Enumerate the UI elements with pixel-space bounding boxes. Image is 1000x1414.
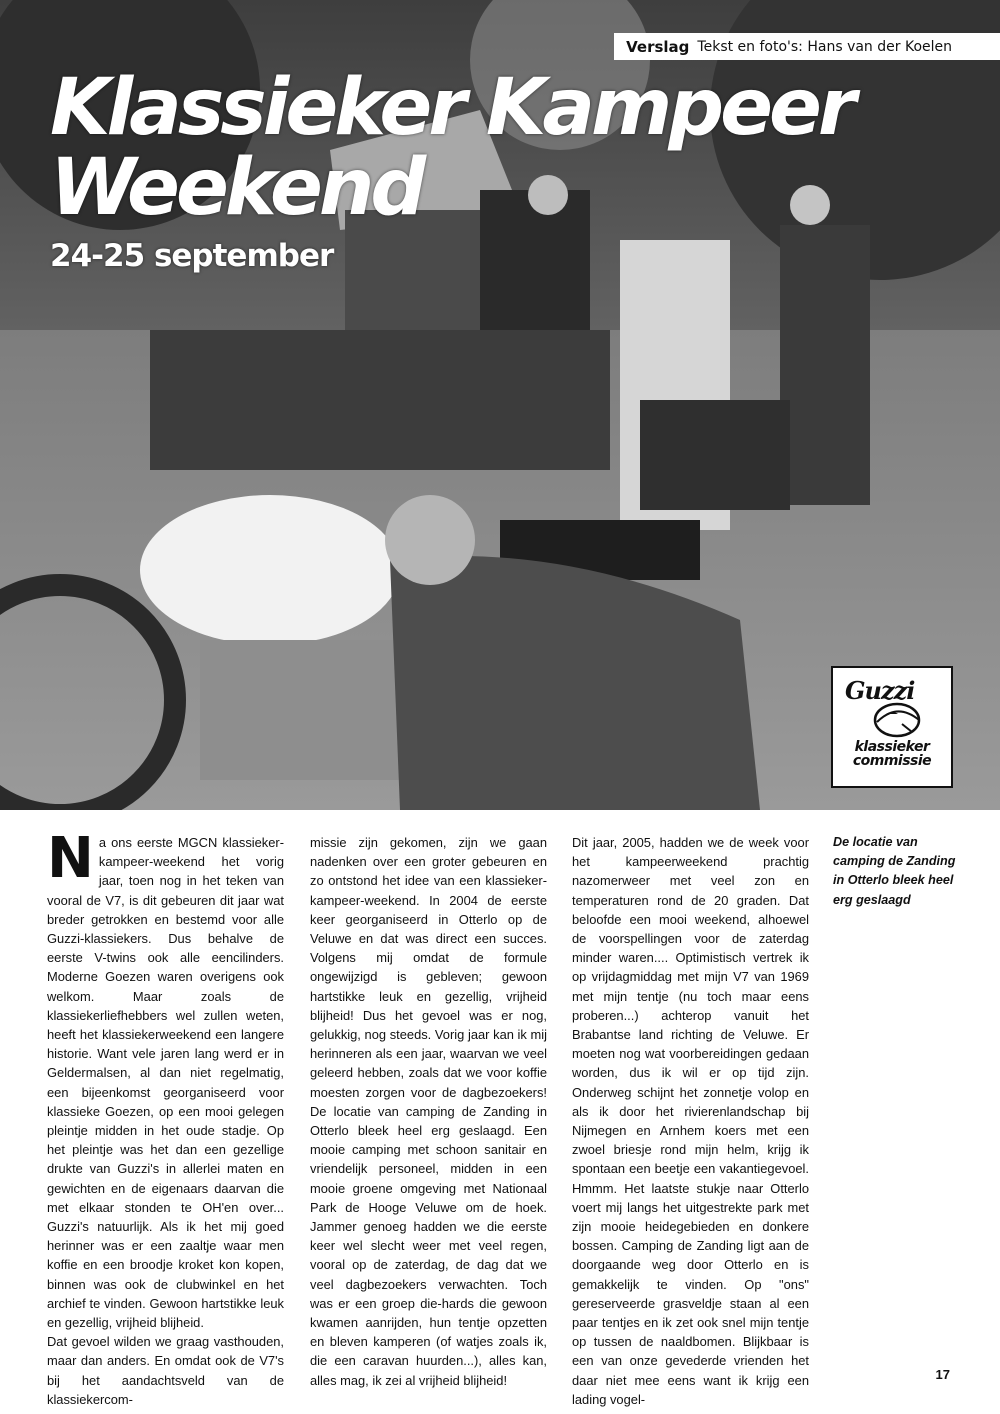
paragraph-2: Dat gevoel wilden we graag vasthouden, maar dan anders. En omdat ook de V7's bij het aandachtsveld van de klassiekercom- bbox=[47, 1334, 284, 1407]
crouching-man-head bbox=[385, 495, 475, 585]
logo-line-2: commissie bbox=[852, 753, 932, 769]
title-line-1: Klassieker Kampeer bbox=[50, 63, 853, 153]
white-fuel-tank bbox=[140, 495, 400, 645]
guzzi-klassieker-logo bbox=[831, 666, 953, 788]
section-header bbox=[614, 33, 1000, 60]
logo-line-1: klassieker bbox=[854, 739, 930, 755]
article-column-1 bbox=[47, 826, 284, 1409]
man-striped-shirt bbox=[780, 225, 870, 505]
article-column-2 bbox=[310, 833, 547, 1390]
photo-caption: De locatie van camping de Zanding in Otterlo bleek heel erg geslaagd bbox=[833, 835, 956, 907]
page-number: 17 bbox=[935, 1367, 950, 1382]
author-credit: Tekst en foto's: Hans van der Koelen bbox=[697, 38, 952, 55]
paragraph-1-text: a ons eerste MGCN klassieker-kampeer-weekend het vorig jaar, toen nog in het teken van vooral de V7, is dit gebeuren dit jaar wat breder getrokken en bestemd voor alle Guzzi-klassiekers. Dus behalve de eerste V-twins ook alle eencilinders. Moderne Goezen waren overigens ook welkom. Maar zoals de klassiekerliefhebbers wel zullen weten, heeft het klassiekerweekend een langere historie. Want vele jaren lang werd er in Geldermalsen, al dan niet regelmatig, een bijeenkomst georganiseerd voor klassieke Goezen, op een mooi gelegen pleintje midden in het oude stadje. Op het pleintje was het dan een gezellige drukte van Guzzi's in allerlei maten en gewichten en de eigenaars daarvan die met elkaar stonden te OH'en over... Guzzi's natuurlijk. Als ik het mij goed herinner was er een zaaltje waar men koffie en een broodje kroket kon kopen, binnen was ook de clubwinkel en het archief te vinden. Gewoon hartstikke leuk en gezellig, vrijheid blijheid. bbox=[47, 835, 284, 1331]
article-title bbox=[50, 63, 853, 233]
rear-rack bbox=[640, 400, 790, 510]
drop-cap: N bbox=[47, 826, 94, 891]
logo-brand: Guzzi bbox=[845, 676, 915, 705]
paragraph-4: Dit jaar, 2005, hadden we de week voor het kampeerweekend prachtig nazomerweer met veel zon en temperaturen rond de 20 graden. Dat beloofde een mooi weekend, alhoewel de voorspellingen voor de zaterdag minder waren.... Optimistisch vertrek ik op vrijdagmiddag met mijn V7 van 1969 met mijn tentje (nu toch maar eens proberen...) achterop vanuit het Brabantse land richting de Veluwe. Er moeten nog wat voorbereidingen gedaan worden, dus ik wil er op tijd zijn. Onderweg schijnt het zonnetje volop en als ik door het rivierenlandschap bij Nijmegen en Arnhem koers met een zwoel briesje rond mijn helm, krijg ik spontaan een beetje een vakantiegevoel. Hmmm. Het laatste stukje naar Otterlo voert mij langs het uitgestrekte park met zijn mooie heidegebieden en donkere bossen. Camping de Zanding ligt aan de doorgaande weg door Otterlo en is gemakkelijk te vinden. Op "ons" gereserveerde grasveldje staan al een paar tentjes en ik zet ook snel mijn tentje op tussen de naaldbomen. Blijkbaar is een van onze gevederde vrienden het daar niet mee eens want ik krijg een lading vogel- bbox=[572, 835, 809, 1407]
article-date: 24-25 september bbox=[50, 238, 334, 274]
paragraph-3: missie zijn gekomen, zijn we gaan nadenken over een groter gebeuren en zo ontstond het idee van een klassieker-kampeer-weekend. In 2004 de eerste keer georganiseerd in Otterlo op de Veluwe en dat was direct een succes. Volgens mij omdat de formule ongewijzigd is gebleven; gewoon hartstikke leuk en gezellig, vrijheid blijheid! Dus het gevoel was er nog, gelukkig, nog steeds. Vorig jaar kan ik mij herinneren als een jaar, waarvan we veel geleerd hebben, zoals dat we voor koffie moesten zorgen voor de dagbezoekers! De locatie van camping de Zanding in Otterlo bleek heel erg geslaagd. Een mooie camping met schoon sanitair en vriendelijk personeel, midden in een mooie groene omgeving met Nationaal Park de Hooge Veluwe om de hoek. Jammer genoeg hadden we die eerste keer wel slecht weer met veel regen, vooral op de zaterdag, de dag dat we veel dagbezoekers verwachten. Toch was er een groep die-hards die gewoon kwamen aanrijden, hun tentje opzetten en bleven kamperen (of watjes zoals ik, die een caravan huurden...), alles kan, alles mag, ik zei al vrijheid blijheid! bbox=[310, 835, 547, 1388]
paragraph-1 bbox=[47, 826, 284, 1332]
title-line-2: Weekend bbox=[50, 143, 423, 233]
engine bbox=[200, 640, 400, 780]
motorcycles-row bbox=[150, 330, 610, 470]
section-label: Verslag bbox=[626, 37, 690, 56]
article-column-3 bbox=[572, 833, 809, 1409]
